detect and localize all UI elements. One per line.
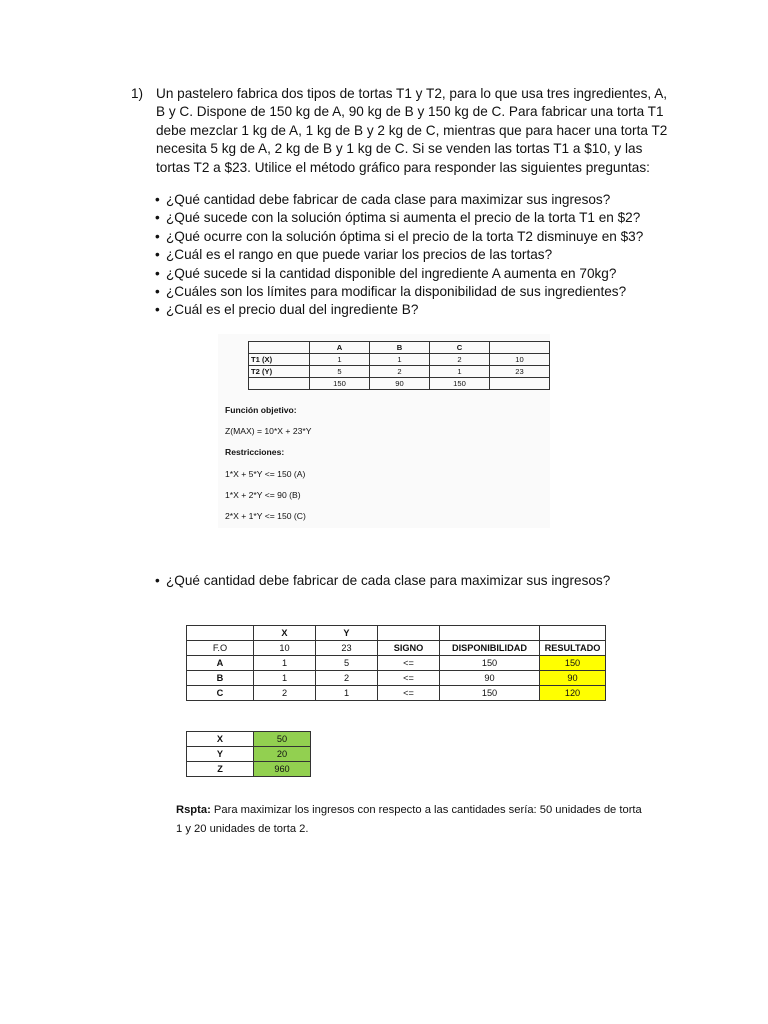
answer-paragraph [176, 801, 646, 839]
bullet-icon: • [155, 573, 160, 588]
table-row: X 50 [187, 732, 311, 747]
model-image [218, 334, 550, 528]
table-row: Y 20 [187, 747, 311, 762]
bullet-icon: • [155, 247, 160, 263]
table-row: X Y [187, 626, 606, 641]
list-item: • ¿Qué sucede con la solución óptima si aumenta el precio de la torta T1 en $2? [155, 209, 643, 227]
table-row: A 1 5 <= 150 150 [187, 656, 606, 671]
table-row: 150 90 150 [249, 378, 550, 390]
bullet-icon: • [155, 284, 160, 300]
ingredients-table [248, 341, 550, 390]
table-row: T2 (Y) 5 2 1 23 [249, 366, 550, 378]
table-row: C 2 1 <= 150 120 [187, 686, 606, 701]
solver-table [186, 625, 606, 701]
list-item: • ¿Qué cantidad debe fabricar de cada clase para maximizar sus ingresos? [155, 191, 643, 209]
bullet-icon: • [155, 192, 160, 207]
constraints-label: Restricciones: [225, 447, 285, 457]
section-question: • ¿Qué cantidad debe fabricar de cada clase para maximizar sus ingresos? [155, 573, 611, 588]
result-table [186, 731, 311, 777]
list-item: • ¿Cuáles son los límites para modificar la disponibilidad de sus ingredientes? [155, 283, 643, 301]
constraint-c: 2*X + 1*Y <= 150 (C) [225, 511, 306, 521]
bullet-icon: • [155, 210, 160, 226]
constraint-b: 1*X + 2*Y <= 90 (B) [225, 490, 301, 500]
table-row: B 1 2 <= 90 90 [187, 671, 606, 686]
list-item: • ¿Qué ocurre con la solución óptima si el precio de la torta T2 disminuye en $3? [155, 228, 643, 246]
bullet-icon: • [155, 302, 160, 318]
answer-label: Rspta: [176, 804, 211, 816]
constraint-a: 1*X + 5*Y <= 150 (A) [225, 469, 306, 479]
problem-statement [131, 85, 671, 177]
question-list [155, 191, 643, 320]
problem-text: Un pastelero fabrica dos tipos de tortas T1 y T2, para lo que usa tres ingredientes, A, B y C. Dispone de 150 kg de A, 90 kg de B y 150 kg de C. Para fabricar una torta T1 debe mezclar 1 kg de A, 1 kg de B y 2 kg de C, mientras que para hacer una torta T2 necesita 5 kg de A, 2 kg de B y 1 kg de C. Si se venden las tortas T1 a $10, y las tortas T2 a $23. Utilice el método gráfico para responder las siguientes preguntas: [156, 86, 668, 175]
bullet-icon: • [155, 228, 160, 244]
list-item: • ¿Cuál es el rango en que puede variar los precios de las tortas? [155, 246, 643, 264]
objective-function: Z(MAX) = 10*X + 23*Y [225, 426, 312, 436]
problem-number: 1) [131, 86, 144, 101]
list-item: • ¿Qué sucede si la cantidad disponible del ingrediente A aumenta en 70kg? [155, 265, 643, 283]
list-item: • ¿Cuál es el precio dual del ingrediente B? [155, 301, 643, 319]
answer-text: Para maximizar los ingresos con respecto a las cantidades sería: 50 unidades de torta 1 y 20 unidades de torta 2. [176, 804, 642, 835]
bullet-icon: • [155, 265, 160, 281]
table-row: Z 960 [187, 762, 311, 777]
table-row: F.O 10 23 SIGNO DISPONIBILIDAD RESULTADO [187, 641, 606, 656]
table-row: A B C [249, 342, 550, 354]
objective-label: Función objetivo: [225, 405, 297, 415]
table-row: T1 (X) 1 1 2 10 [249, 354, 550, 366]
